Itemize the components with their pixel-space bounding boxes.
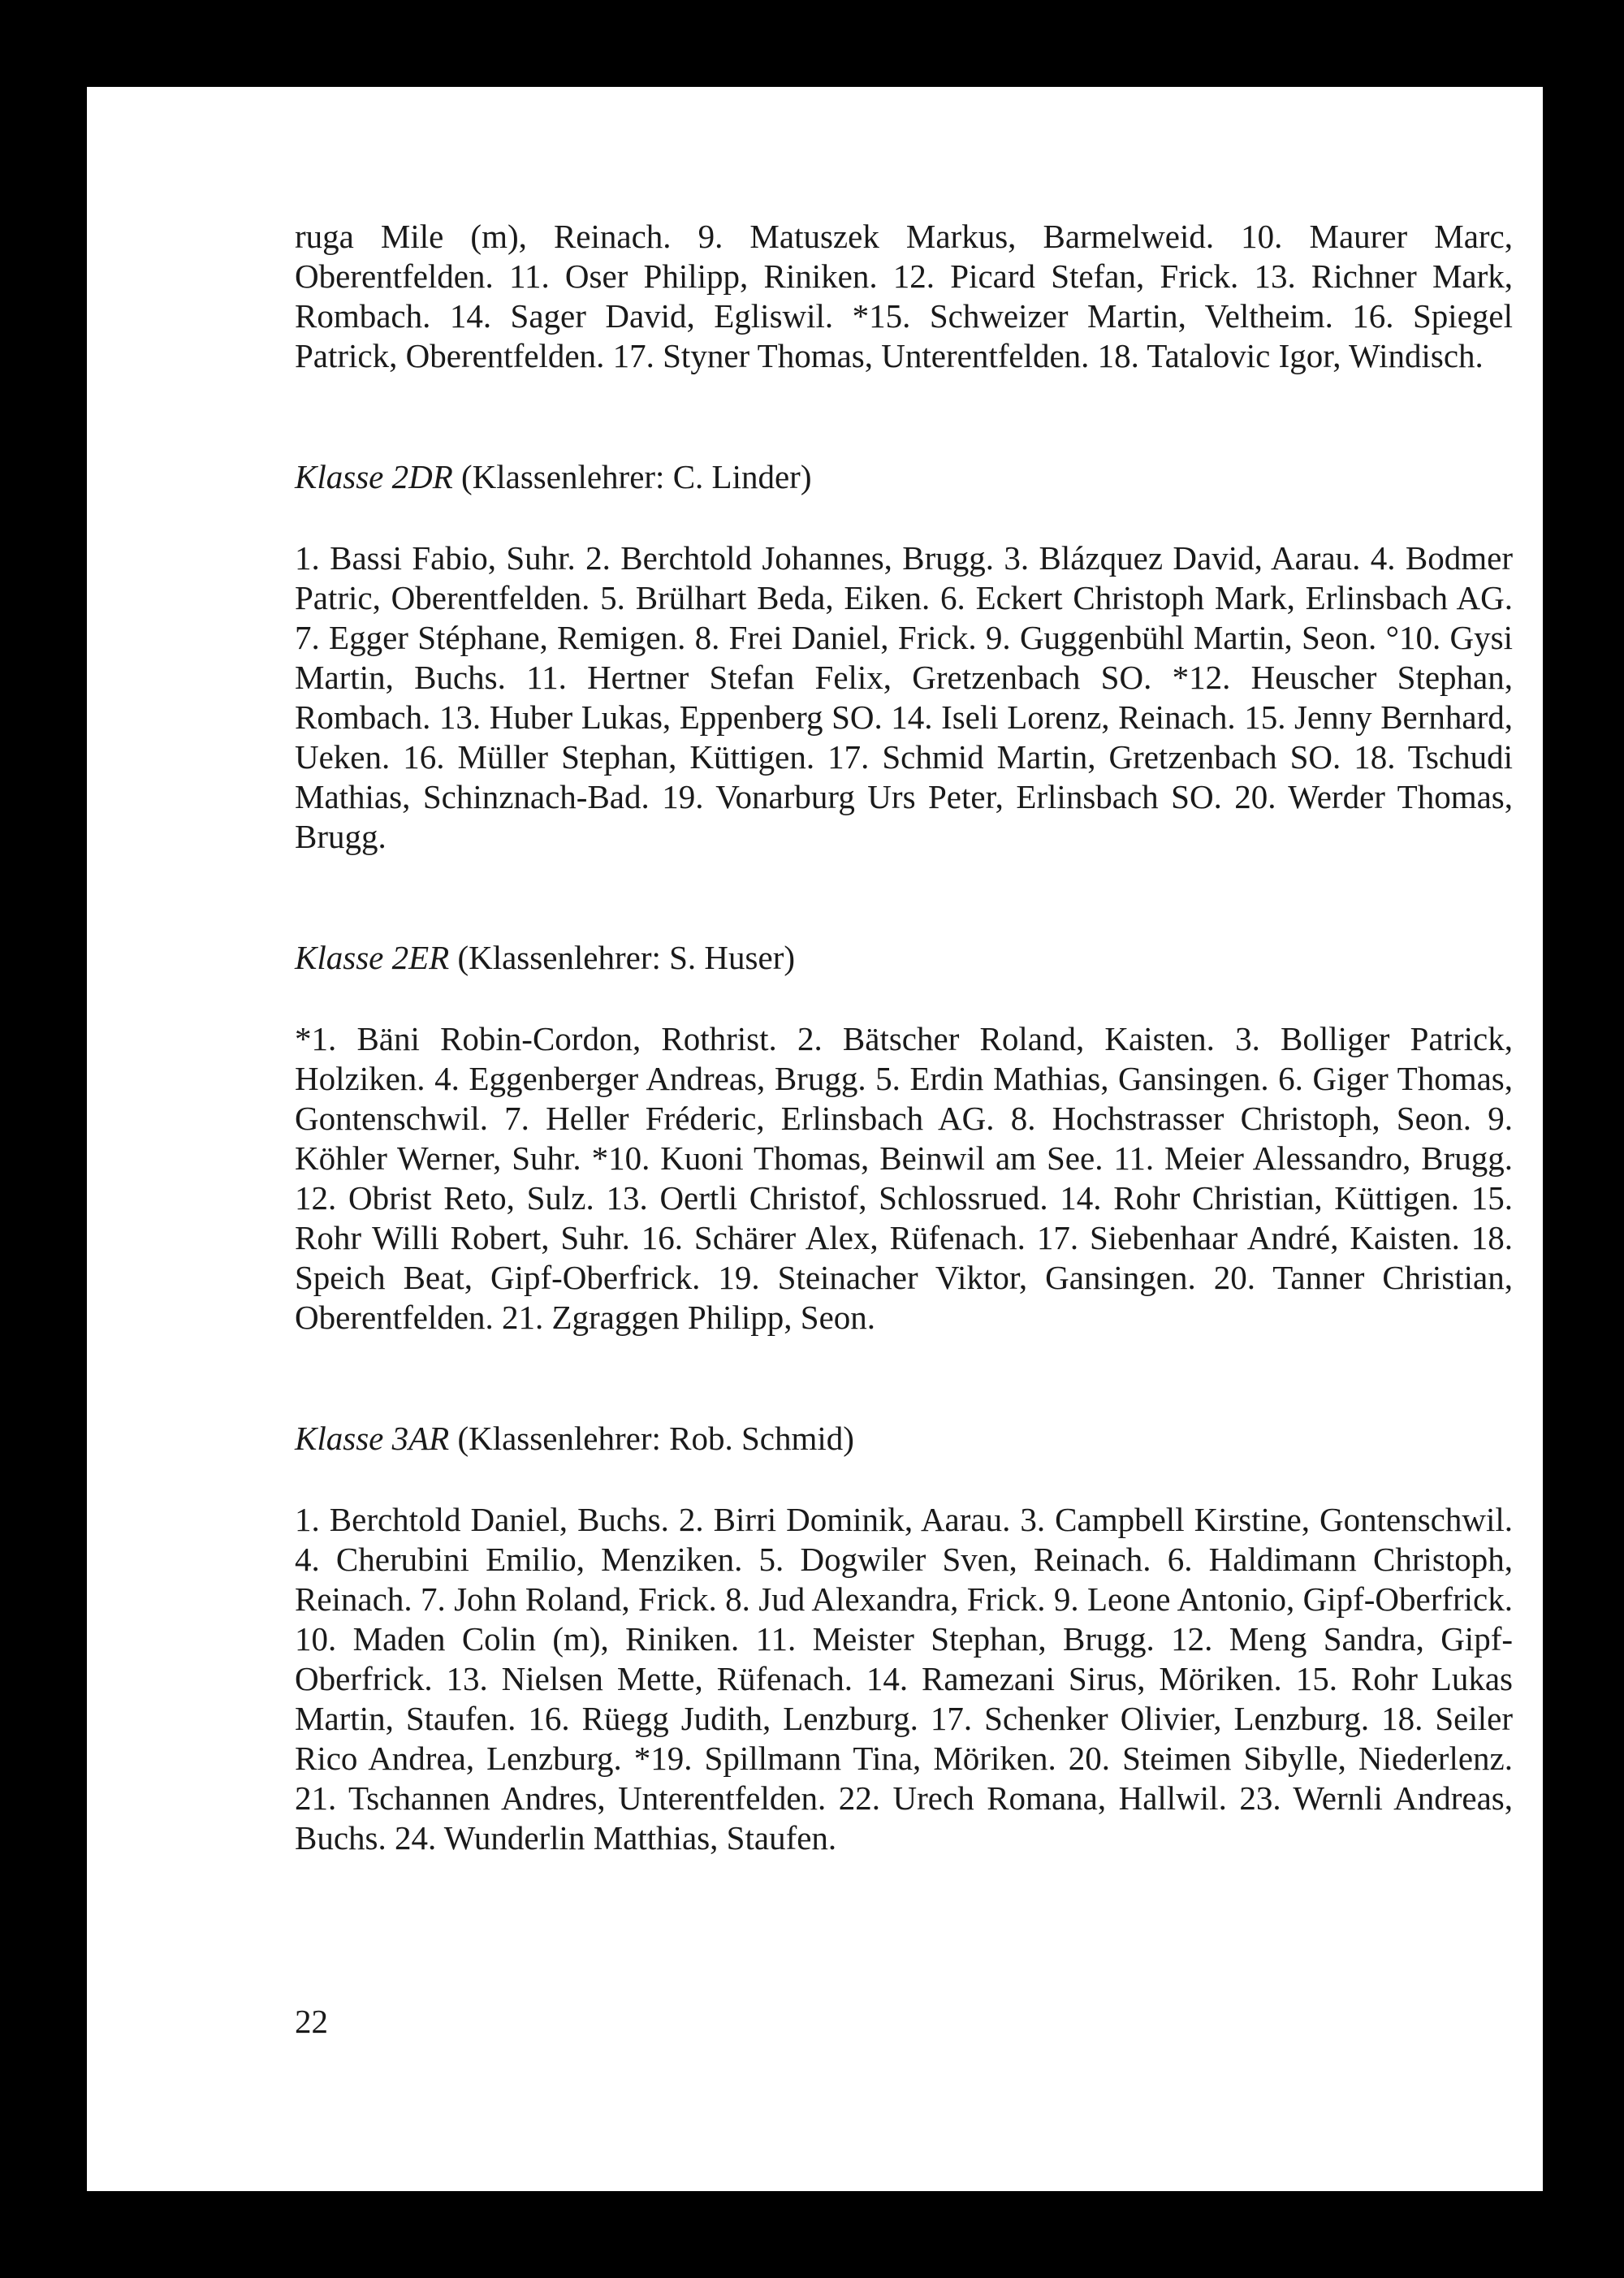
intro-paragraph: ruga Mile (m), Reinach. 9. Matuszek Markus, Barmelweid. 10. Maurer Marc, Oberentfelden. 11. Oser Philipp, Riniken. 12. Picard Stefan, Frick. 13. Richner Mark, Rombach. 14. Sager David, Egliswil. *15. Schweizer Martin, Veltheim. 16. Spiegel Patrick, Oberentfelden. 17. Styner Thomas, Unterentfelden. 18. Tatalovic Igor, Windisch. xyxy=(295,218,1513,374)
heading-spacer xyxy=(295,978,1513,1019)
section-spacer xyxy=(295,1338,1513,1419)
teacher-label: (Klassenlehrer: Rob. Schmid) xyxy=(457,1420,854,1457)
teacher-label: (Klassenlehrer: S. Huser) xyxy=(457,939,796,976)
class-label: Klasse 2DR xyxy=(295,458,453,495)
section-spacer xyxy=(295,376,1513,457)
class-heading-2er xyxy=(295,938,1513,978)
student-list-3ar: 1. Berchtold Daniel, Buchs. 2. Birri Dominik, Aarau. 3. Campbell Kirstine, Gontenschwil. 4. Cherubini Emilio, Menziken. 5. Dogwiler Sven, Reinach. 6. Haldimann Christoph, Reinach. 7. John Roland, Frick. 8. Jud Alexandra, Frick. 9. Leone Antonio, Gipf-Oberfrick. 10. Maden Colin (m), Riniken. 11. Meister Stephan, Brugg. 12. Meng Sandra, Gipf-Oberfrick. 13. Nielsen Mette, Rüfenach. 14. Ramezani Sirus, Möriken. 15. Rohr Lukas Martin, Staufen. 16. Rüegg Judith, Lenzburg. 17. Schenker Olivier, Lenzburg. 18. Seiler Rico Andrea, Lenzburg. *19. Spillmann Tina, Möriken. 20. Steimen Sibylle, Niederlenz. 21. Tschannen Andres, Unterentfelden. 22. Urech Romana, Hallwil. 23. Wernli Andreas, Buchs. 24. Wunderlin Matthias, Staufen. xyxy=(295,1501,1513,1857)
class-heading-3ar xyxy=(295,1419,1513,1459)
teacher-label: (Klassenlehrer: C. Linder) xyxy=(461,458,812,495)
section-spacer xyxy=(295,857,1513,938)
class-label: Klasse 3AR xyxy=(295,1420,450,1457)
page-number: 22 xyxy=(295,2003,328,2040)
class-heading-2dr xyxy=(295,457,1513,497)
student-list-2er: *1. Bäni Robin-Cordon, Rothrist. 2. Bätscher Roland, Kaisten. 3. Bolliger Patrick, Holziken. 4. Eggenberger Andreas, Brugg. 5. Erdin Mathias, Gansingen. 6. Giger Thomas, Gontenschwil. 7. Heller Fréderic, Erlinsbach AG. 8. Hochstrasser Christoph, Seon. 9. Köhler Werner, Suhr. *10. Kuoni Thomas, Beinwil am See. 11. Meier Alessandro, Brugg. 12. Obrist Reto, Sulz. 13. Oertli Christof, Schlossrued. 14. Rohr Christian, Küttigen. 15. Rohr Willi Robert, Suhr. 16. Schärer Alex, Rüfenach. 17. Siebenhaar André, Kaisten. 18. Speich Beat, Gipf-Oberfrick. 19. Steinacher Viktor, Gansingen. 20. Tanner Christian, Oberentfelden. 21. Zgraggen Philipp, Seon. xyxy=(295,1020,1513,1336)
student-list-2dr: 1. Bassi Fabio, Suhr. 2. Berchtold Johannes, Brugg. 3. Blázquez David, Aarau. 4. Bodmer Patric, Oberentfelden. 5. Brülhart Beda, Eiken. 6. Eckert Christoph Mark, Erlinsbach AG. 7. Egger Stéphane, Remigen. 8. Frei Daniel, Frick. 9. Guggenbühl Martin, Seon. °10. Gysi Martin, Buchs. 11. Hertner Stefan Felix, Gretzenbach SO. *12. Heuscher Stephan, Rombach. 13. Huber Lukas, Eppenberg SO. 14. Iseli Lorenz, Reinach. 15. Jenny Bernhard, Ueken. 16. Müller Stephan, Küttigen. 17. Schmid Martin, Gretzenbach SO. 18. Tschudi Mathias, Schinznach-Bad. 19. Vonarburg Urs Peter, Erlinsbach SO. 20. Werder Thomas, Brugg. xyxy=(295,539,1513,855)
heading-spacer xyxy=(295,497,1513,538)
heading-spacer xyxy=(295,1459,1513,1500)
page-content xyxy=(295,217,1513,1858)
document-page xyxy=(87,87,1543,2191)
class-label: Klasse 2ER xyxy=(295,939,450,976)
